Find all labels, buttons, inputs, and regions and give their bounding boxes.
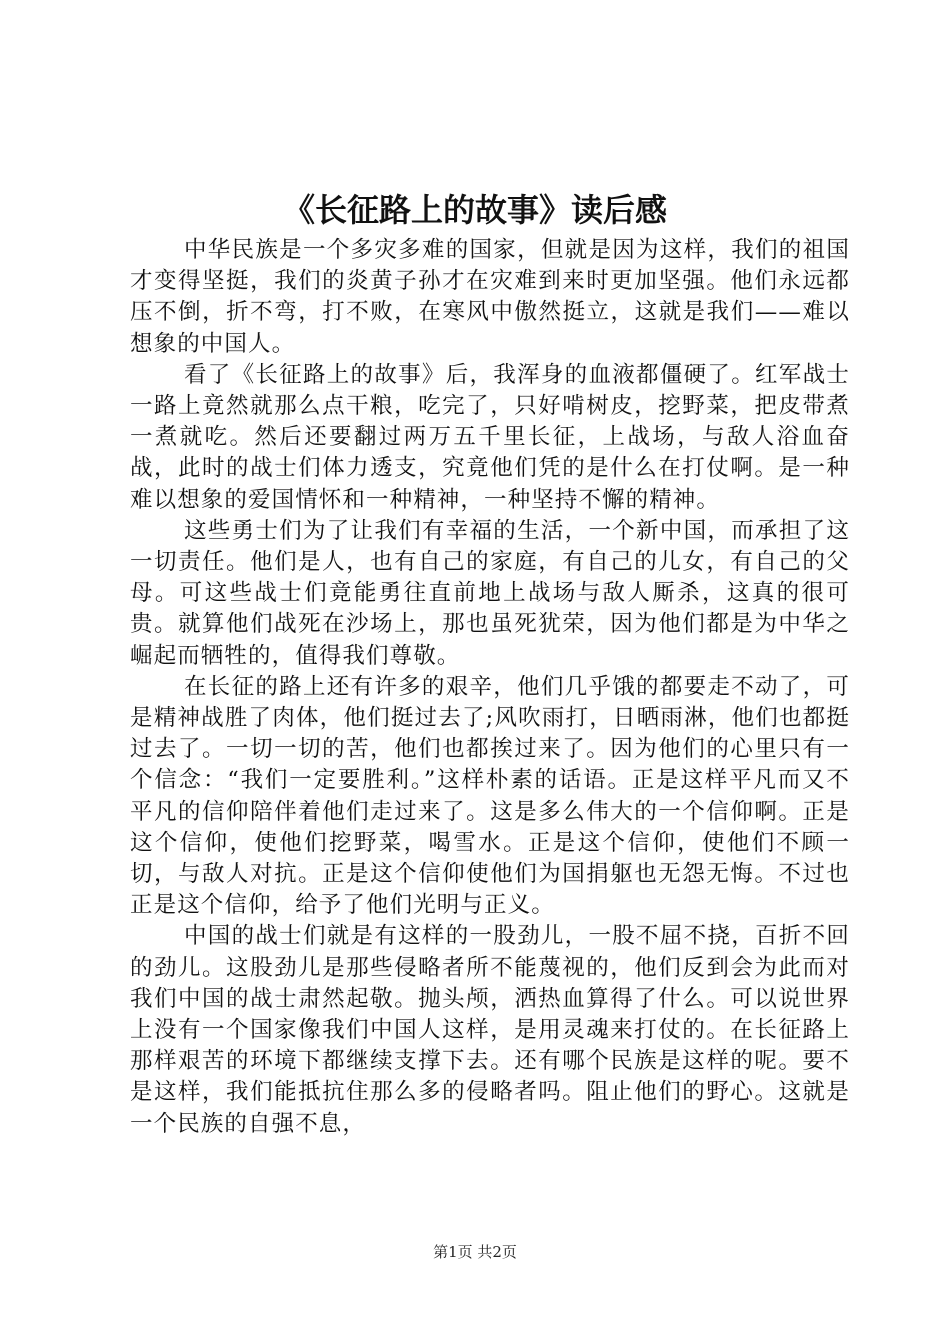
page-footer: 第1页 共2页	[433, 1243, 517, 1261]
paragraph: 这些勇士们为了让我们有幸福的生活，一个新中国，而承担了这一切责任。他们是人，也有自己的家庭，有自己的儿女，有自己的父母。可这些战士们竟能勇往直前地上战场与敌人厮杀，这真的很可贵。就算他们战死在沙场上，那也虽死犹荣，因为他们都是为中华之崛起而牺牲的，值得我们尊敬。	[130, 517, 850, 669]
paragraph: 中华民族是一个多灾多难的国家，但就是因为这样，我们的祖国才变得坚挺，我们的炎黄子孙才在灾难到来时更加坚强。他们永远都压不倒，折不弯，打不败，在寒风中傲然挺立，这就是我们——难以想象的中国人。	[130, 237, 850, 357]
paragraph: 看了《长征路上的故事》后，我浑身的血液都僵硬了。红军战士一路上竟然就那么点干粮，吃完了，只好啃树皮，挖野菜，把皮带煮一煮就吃。然后还要翻过两万五千里长征，上战场，与敌人浴血奋战，此时的战士们体力透支，究竟他们凭的是什么在打仗啊。是一种难以想象的爱国情怀和一种精神，一种坚持不懈的精神。	[130, 361, 850, 513]
document-title: 《长征路上的故事》读后感	[282, 191, 667, 229]
paragraph: 中国的战士们就是有这样的一股劲儿，一股不屈不挠，百折不回的劲儿。这股劲儿是那些侵略者所不能蔑视的，他们反到会为此而对我们中国的战士肃然起敬。抛头颅，洒热血算得了什么。可以说世界上没有一个国家像我们中国人这样，是用灵魂来打仗的。在长征路上那样艰苦的环境下都继续支撑下去。还有哪个民族是这样的呢。要不是这样，我们能抵抗住那么多的侵略者吗。阻止他们的野心。这就是一个民族的自强不息，	[130, 923, 850, 1137]
paragraph: 在长征的路上还有许多的艰辛，他们几乎饿的都要走不动了，可是精神战胜了肉体，他们挺过去了;风吹雨打，日晒雨淋，他们也都挺过去了。一切一切的苦，他们也都挨过来了。因为他们的心里只有一个信念：“我们一定要胜利。”这样朴素的话语。正是这样平凡而又不平凡的信仰陪伴着他们走过来了。这是多么伟大的一个信仰啊。正是这个信仰，使他们挖野菜，喝雪水。正是这个信仰，使他们不顾一切，与敌人对抗。正是这个信仰使他们为国捐躯也无怨无悔。不过也正是这个信仰，给予了他们光明与正义。	[130, 673, 850, 919]
document-body	[130, 235, 850, 1140]
